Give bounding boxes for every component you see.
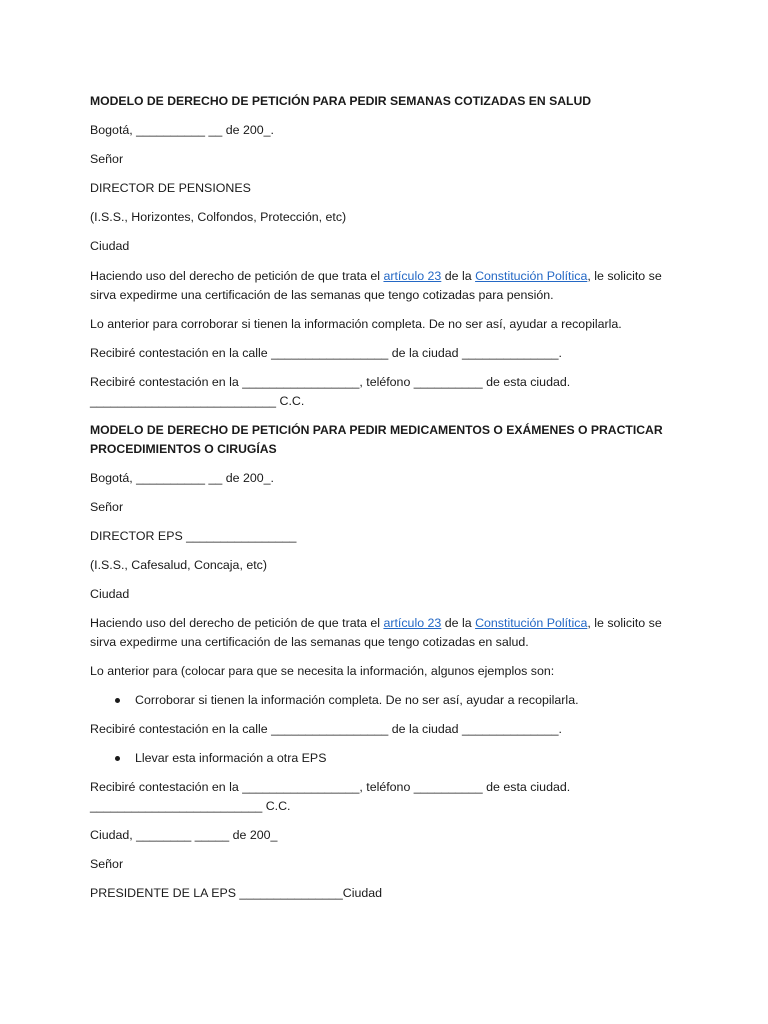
section1-signature: ___________________________ C.C.	[90, 394, 305, 408]
para-text: Haciendo uso del derecho de petición de que trata el	[90, 616, 384, 630]
section2-reply-phone: Recibiré contestación en la _________________, teléfono __________ de esta ciudad.	[90, 780, 571, 794]
constitucion-politica-link[interactable]: Constitución Política	[475, 616, 588, 630]
bullet-text: Llevar esta información a otra EPS	[135, 751, 327, 765]
article-23-link[interactable]: artículo 23	[383, 269, 442, 283]
section1-heading: MODELO DE DERECHO DE PETICIÓN PARA PEDIR SEMANAS COTIZADAS EN SALUD	[90, 94, 592, 108]
section1-reply-street: Recibiré contestación en la calle _________________ de la ciudad ______________.	[90, 346, 562, 360]
bullet-text: Corroborar si tienen la información completa. De no ser así, ayudar a recopilarla.	[135, 693, 579, 707]
section1-addressee: DIRECTOR DE PENSIONES	[90, 181, 251, 195]
section2-bullet1	[116, 691, 579, 710]
section1-reply-phone: Recibiré contestación en la _________________, teléfono __________ de esta ciudad.	[90, 375, 571, 389]
section2-signature: _________________________ C.C.	[90, 799, 291, 813]
section1-salutation: Señor	[90, 152, 124, 166]
section2-reply-street: Recibiré contestación en la calle _________________ de la ciudad ______________.	[90, 722, 562, 736]
section2-paragraph1-line2: sirva expedirme una certificación de las semanas que tengo cotizadas en salud.	[90, 635, 529, 649]
para-text: de la	[441, 269, 476, 283]
section1-paragraph1-line2: sirva expedirme una certificación de las semanas que tengo cotizadas para pensión.	[90, 288, 554, 302]
section2-bullet2	[116, 749, 326, 768]
para-text: Haciendo uso del derecho de petición de que trata el	[90, 269, 384, 283]
article-23-link[interactable]: artículo 23	[383, 616, 442, 630]
section2-heading-line1: MODELO DE DERECHO DE PETICIÓN PARA PEDIR MEDICAMENTOS O EXÁMENES O PRACTICAR	[90, 423, 663, 437]
section1-paragraph2: Lo anterior para corroborar si tienen la información completa. De no ser así, ayudar a recopilarla.	[90, 317, 622, 331]
constitucion-politica-link[interactable]: Constitución Política	[475, 269, 588, 283]
section2-paragraph1-line1	[90, 614, 662, 633]
para-text: , le solicito se	[587, 269, 662, 283]
bullet-icon	[115, 756, 120, 761]
section1-paragraph1-line1	[90, 267, 662, 286]
section3-date-line: Ciudad, ________ _____ de 200_	[90, 828, 278, 842]
section2-entities: (I.S.S., Cafesalud, Concaja, etc)	[90, 558, 267, 572]
section1-date-line: Bogotá, __________ __ de 200_.	[90, 123, 274, 137]
section3-salutation: Señor	[90, 857, 124, 871]
section2-addressee: DIRECTOR EPS ________________	[90, 529, 297, 543]
para-text: , le solicito se	[587, 616, 662, 630]
section2-city: Ciudad	[90, 587, 130, 601]
section3-addressee: PRESIDENTE DE LA EPS _______________Ciudad	[90, 886, 383, 900]
section2-date-line: Bogotá, __________ __ de 200_.	[90, 471, 274, 485]
section2-paragraph2: Lo anterior para (colocar para que se necesita la información, algunos ejemplos son:	[90, 664, 555, 678]
section1-entities: (I.S.S., Horizontes, Colfondos, Protección, etc)	[90, 210, 347, 224]
section2-salutation: Señor	[90, 500, 124, 514]
section1-city: Ciudad	[90, 239, 130, 253]
section2-heading-line2: PROCEDIMIENTOS O CIRUGÍAS	[90, 442, 277, 456]
bullet-icon	[115, 698, 120, 703]
para-text: de la	[441, 616, 476, 630]
